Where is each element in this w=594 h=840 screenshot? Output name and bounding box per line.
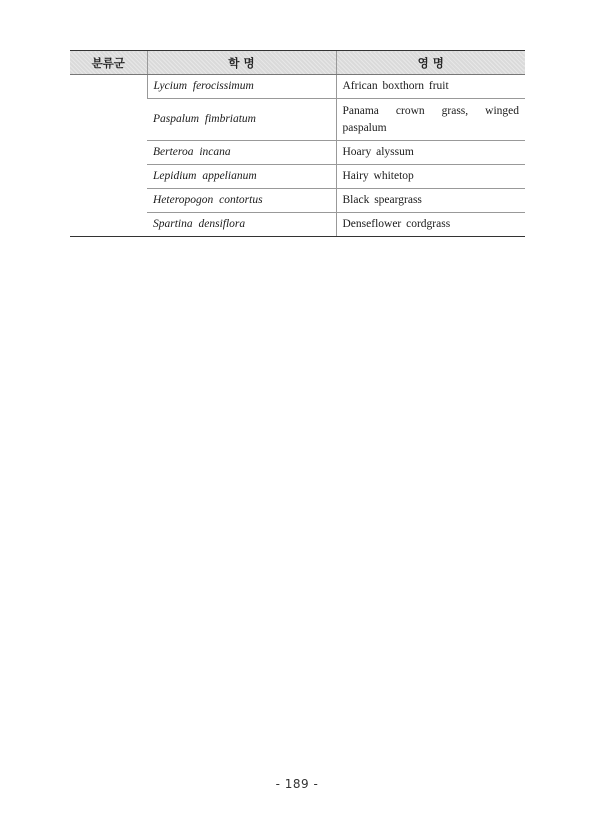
- scientific-name-cell: Lycium ferocissimum: [147, 75, 336, 99]
- header-group: 분류군: [70, 51, 147, 75]
- english-name-cell: Black speargrass: [336, 189, 525, 213]
- header-scientific-name: 학 명: [147, 51, 336, 75]
- scientific-name-cell: Lepidium appelianum: [147, 165, 336, 189]
- group-cell: [70, 75, 147, 237]
- page-number: - 189 -: [275, 777, 319, 791]
- scientific-name-cell: Berteroa incana: [147, 141, 336, 165]
- english-name-cell: Hairy whitetop: [336, 165, 525, 189]
- scientific-name-cell: Spartina densiflora: [147, 213, 336, 237]
- scientific-name-cell: Heteropogon contortus: [147, 189, 336, 213]
- english-name-cell: African boxthorn fruit: [336, 75, 525, 99]
- english-name-cell: Panama crown grass, winged paspalum: [336, 99, 525, 141]
- english-name-cell: Denseflower cordgrass: [336, 213, 525, 237]
- scientific-name-cell: Paspalum fimbriatum: [147, 99, 336, 141]
- table-header-row: [70, 51, 525, 75]
- species-table: [70, 50, 525, 237]
- english-name-cell: Hoary alyssum: [336, 141, 525, 165]
- table-row: [70, 75, 525, 99]
- header-english-name: 영 명: [336, 51, 525, 75]
